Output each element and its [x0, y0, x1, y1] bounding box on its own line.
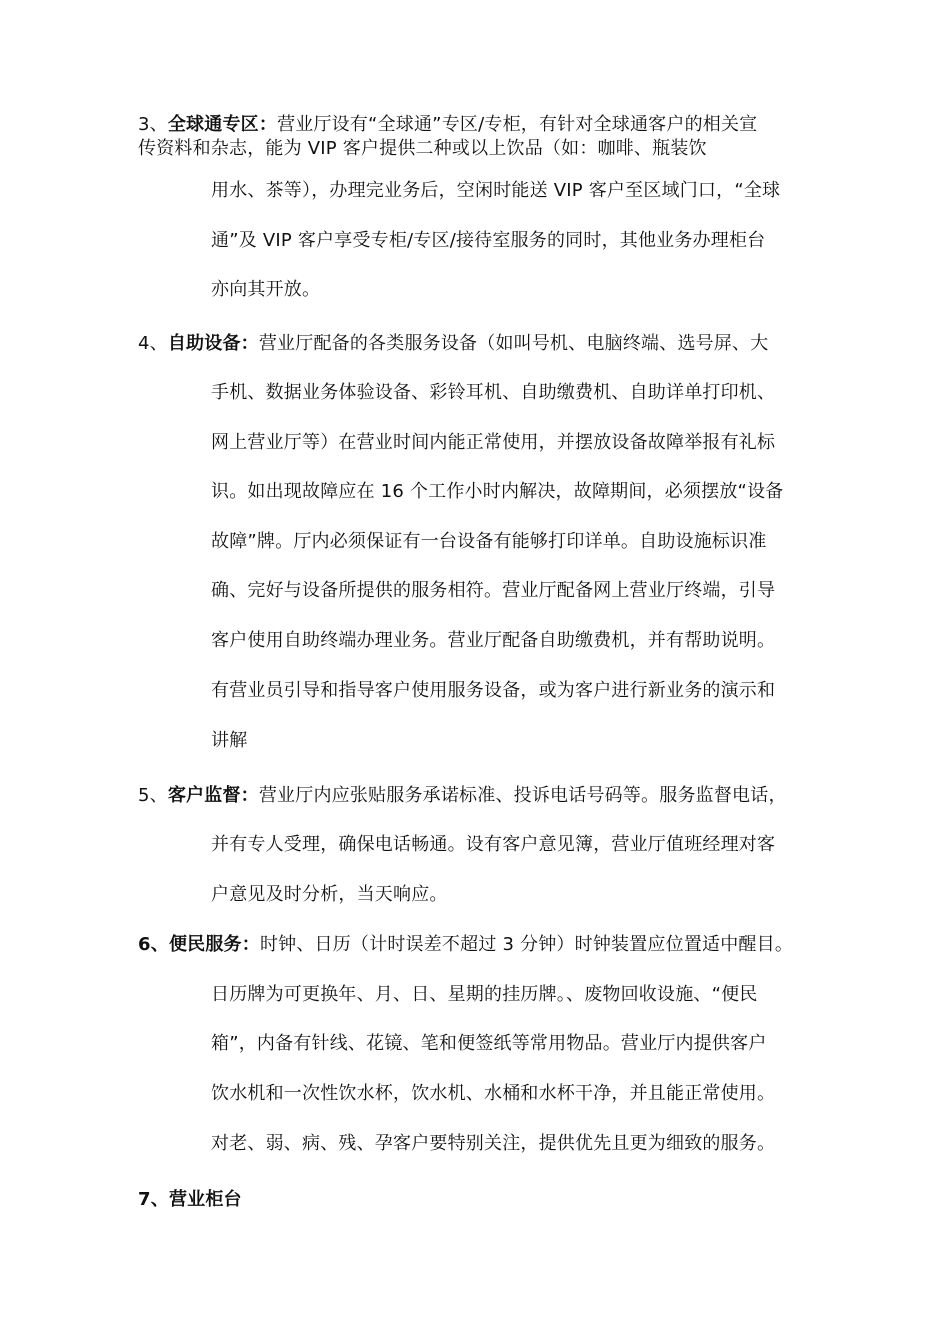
- section-number: 5、: [138, 785, 168, 806]
- paragraph-text: 营业厅内应张贴服务承诺标准、投诉电话号码等。服务监督电话，: [258, 785, 787, 806]
- section-6-line-5: 对老、弱、病、残、孕客户要特别关注，提供优先且更为细致的服务。: [211, 1133, 776, 1154]
- section-5-line-2: 并有专人受理，确保电话畅通。设有客户意见簿，营业厅值班经理对客: [211, 834, 776, 855]
- section-3-line-3: 用水、茶等），办理完业务后，空闲时能送 VIP 客户至区域门口，“全球: [211, 180, 781, 201]
- section-7-line-1: [138, 1189, 242, 1211]
- section-3-line-5: 亦向其开放。: [211, 279, 321, 300]
- section-6-line-4: 饮水机和一次性饮水杯，饮水机、水桶和水杯干净，并且能正常使用。: [211, 1083, 776, 1104]
- section-4-line-3: 网上营业厅等）在营业时间内能正常使用，并摆放设备故障举报有礼标: [211, 432, 776, 453]
- section-number: 6、: [138, 934, 169, 955]
- section-number: 4、: [138, 333, 168, 354]
- section-heading: 客户监督：: [167, 785, 259, 806]
- section-5-line-3: 户意见及时分析，当天响应。: [211, 884, 448, 905]
- section-4-line-8: 有营业员引导和指导客户使用服务设备，或为客户进行新业务的演示和: [211, 680, 776, 701]
- section-number: 7、: [138, 1189, 169, 1210]
- section-heading: 营业柜台: [168, 1189, 242, 1210]
- section-6-line-2: 日历牌为可更换年、月、日、星期的挂历牌。、废物回收设施、“便民: [211, 984, 758, 1005]
- section-6-line-3: 箱”，内备有针线、花镜、笔和便签纸等常用物品。营业厅内提供客户: [211, 1033, 767, 1054]
- section-6-line-1: [138, 934, 793, 956]
- section-heading: 便民服务：: [168, 934, 260, 955]
- section-3-line-1: [138, 114, 757, 136]
- section-heading: 全球通专区：: [167, 114, 278, 135]
- paragraph-text: 时钟、日历（计时误差不超过 3 分钟）时钟装置应位置适中醒目。: [259, 934, 794, 955]
- section-4-line-5: 故障”牌。厅内必须保证有一台设备有能够打印详单。自助设施标识准: [211, 531, 767, 552]
- section-heading: 自助设备：: [167, 333, 259, 354]
- section-5-line-1: [138, 785, 787, 807]
- section-number: 3、: [138, 114, 168, 135]
- section-4-line-6: 确、完好与设备所提供的服务相符。营业厅配备网上营业厅终端，引导: [211, 580, 776, 601]
- section-3-line-2: 传资料和杂志，能为 VIP 客户提供二种或以上饮品（如：咖啡、瓶装饮: [138, 138, 707, 159]
- paragraph-text: 营业厅配备的各类服务设备（如叫号机、电脑终端、选号屏、大: [258, 333, 769, 354]
- section-4-line-7: 客户使用自助终端办理业务。营业厅配备自助缴费机，并有帮助说明。: [211, 630, 776, 651]
- section-4-line-4: 识。如出现故障应在 16 个工作小时内解决，故障期间，必须摆放“设备: [211, 481, 784, 502]
- section-3-line-4: 通”及 VIP 客户享受专柜/专区/接待室服务的同时，其他业务办理柜台: [211, 230, 766, 251]
- paragraph-text: 营业厅设有“全球通”专区/专柜，有针对全球通客户的相关宣: [277, 114, 758, 135]
- section-4-line-9: 讲解: [211, 730, 248, 751]
- section-4-line-2: 手机、数据业务体验设备、彩铃耳机、自助缴费机、自助详单打印机、: [211, 382, 776, 403]
- section-4-line-1: [138, 333, 768, 355]
